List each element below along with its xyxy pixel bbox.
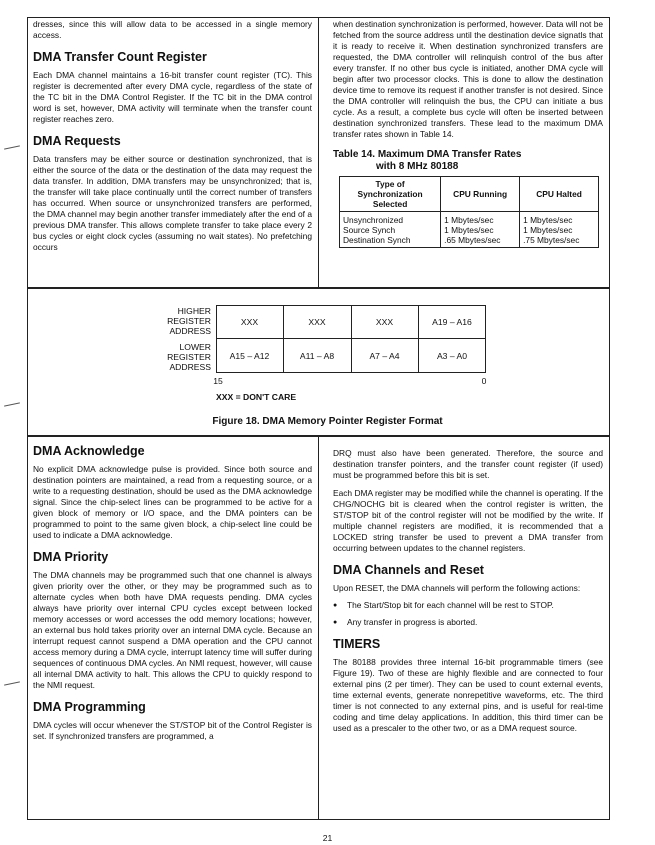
lower-field: A15 – A12 — [229, 351, 270, 361]
bottom-right-column — [333, 448, 603, 734]
modify-paragraph: Each DMA register may be modified while the channel is operating. If the CHG/NOCHG bit is cleared when the control register is written, the ST/STOP bit of the control register will not be modified by the write. If multiple channel registers are modified, it is recommended that a LOCKED string transfer be used to prevent a DMA transfer from occurring between updates to the channel registers. — [333, 488, 603, 553]
bit-15-label: 15 — [213, 376, 223, 386]
table-cell: Unsynchronized — [340, 212, 441, 226]
table-header-running: CPU Running — [441, 177, 520, 212]
transfer-count-paragraph: Each DMA channel maintains a 16-bit transfer count register (TC). This register is decremented after every DMA cycle, regardless of the state of the TC bit in the DMA Control Register. If the TC bit in the DMA control word is set, however, DMA activity will terminate when the transfer count register reaches zero. — [33, 70, 312, 124]
higher-field: XXX — [308, 317, 326, 327]
programming-paragraph: DMA cycles will occur whenever the ST/STOP bit of the Control Register is set. If synchronized transfers are programmed, a — [33, 720, 312, 741]
reset-bullet: ● The Start/Stop bit for each channel will be rest to STOP. — [333, 600, 603, 611]
drq-paragraph: DRQ must also have been generated. Therefore, the source and destination transfer pointers, and the transfer count register (if used) must be programmed before this bit is set. — [333, 448, 603, 480]
field-divider — [351, 305, 352, 373]
reset-bullet: ● Any transfer in progress is aborted. — [333, 617, 603, 628]
table-cell: 1 Mbytes/sec — [520, 225, 599, 235]
higher-field: XXX — [240, 317, 259, 327]
table-cell: Destination Synch — [340, 235, 441, 248]
table-caption-line1: Table 14. Maximum DMA Transfer Rates — [333, 149, 522, 160]
dont-care-legend: XXX = DON'T CARE — [216, 392, 297, 402]
table-cell: .65 Mbytes/sec — [441, 235, 520, 248]
reset-heading: DMA Channels and Reset — [333, 563, 484, 577]
table-header-halted: CPU Halted — [520, 177, 599, 212]
timers-heading: TIMERS — [333, 637, 381, 651]
higher-field: XXX — [375, 317, 394, 327]
priority-paragraph: The DMA channels may be programmed such that one channel is always given priority over the other, or they may be programmed such as to alternate cycles when both have DMA requests pending. DMA cycles always have priority over internal CPU cycles except between locked memory accesses or word accesses the odd memory locations; however, an external bus hold takes priority over an internal DMA cycle. Because an interrupt request cannot suspend a DMA operation and the CPU cannot access memory during a DMA cycle, interrupt latency time will suffer during sequences of continuous DMA cycles. An NMI request, however, will cause all internal DMA activity to halt. This allows the CPU to quickly respond to the NMI request. — [33, 570, 312, 690]
table-caption-line2: with 8 MHz 80188 — [376, 161, 459, 172]
lower-field: A7 – A4 — [369, 351, 400, 361]
programming-heading: DMA Programming — [33, 700, 146, 714]
bottom-left-column — [33, 444, 312, 742]
higher-field: A19 – A16 — [432, 317, 472, 327]
lower-field: A3 – A0 — [436, 351, 468, 361]
requests-heading: DMA Requests — [33, 134, 121, 148]
table-cell: 1 Mbytes/sec — [441, 225, 520, 235]
table-header-sync: Type of Synchronization Selected — [340, 177, 441, 212]
acknowledge-heading: DMA Acknowledge — [33, 444, 145, 458]
field-divider — [283, 305, 284, 373]
transfer-count-heading: DMA Transfer Count Register — [33, 50, 207, 64]
page-number: 21 — [322, 833, 333, 843]
bit-0-label: 0 — [481, 376, 487, 386]
acknowledge-paragraph: No explicit DMA acknowledge pulse is provided. Since both source and destination pointers are maintained, a read from a requesting source, or a write to a requesting destination, should be used as the DMA acknowledge signal. Since the chip-select lines can be programmed to be active for a given block of memory or I/O space, and the DMA pointers can be programmed to point to the same given block, a chip-select line could be used to indicate a DMA acknowledge. — [33, 464, 312, 540]
lower-field: A11 – A8 — [299, 351, 335, 361]
field-divider — [418, 305, 419, 373]
timers-paragraph: The 80188 provides three internal 16-bit programmable timers (see Figure 19). Two of these are highly flexible and are connected to four external pins (2 per timer). They can be used to count external events, time external events, generate nonrepetitive waveforms, etc. The third timer is not connected to any external pins, and is useful for real-time coding and time delay applications. In addition, this third timer can be used as a prescaler to the other two, or as a DMA request source. — [333, 657, 603, 733]
table-cell: Source Synch — [340, 225, 441, 235]
table-cell: 1 Mbytes/sec — [520, 212, 599, 226]
intro-paragraph: dresses, since this will allow data to be accessed in a single memory access. — [33, 19, 312, 40]
priority-heading: DMA Priority — [33, 550, 109, 564]
table-cell: .75 Mbytes/sec — [520, 235, 599, 248]
sync-paragraph: when destination synchronization is performed, however. Data will not be fetched from the source address until the destination device signatls that it is ready to receive it. When destination synchronized transfers are requested, the DMA controller will relinquish control of the bus after every transfer. If no other bus cycle is initiated, another DMA cycle will begin after two processor clocks. This is done to allow the destination device time to remove its request if another transfer is not desired. Since the DMA controller will relinquish the bus, the CPU can initiate a bus cycle. As a result, a complete bus cycle will often be inserted between destination synchronized transfers. These lead to the maximum DMA transfer rates shown in Table 14. — [333, 19, 604, 139]
requests-paragraph: Data transfers may be either source or destination synchronized, that is either the source of the data or the destination of the data may request the data transfer. In addition, DMA transfers may be unsynchronized; that is, the transfer will take place continually until the correct number of transfers has occurred. When source or unsynchronized transfers are performed, the DMA channel may begin another transfer immediately after the end of a previous DMA transfer. This allows complete transfer to take place every 2 bus cycles or eight clock cycles (assuming no wait states). No prefetching occurs — [33, 154, 312, 252]
reset-paragraph: Upon RESET, the DMA channels will perform the following actions: — [333, 583, 581, 593]
table-cell: 1 Mbytes/sec — [441, 212, 520, 226]
figure-caption: Figure 18. DMA Memory Pointer Register Format — [212, 416, 443, 427]
higher-register-label: HIGHER REGISTER ADDRESS — [167, 306, 211, 336]
lower-register-label: LOWER REGISTER ADDRESS — [167, 342, 211, 372]
